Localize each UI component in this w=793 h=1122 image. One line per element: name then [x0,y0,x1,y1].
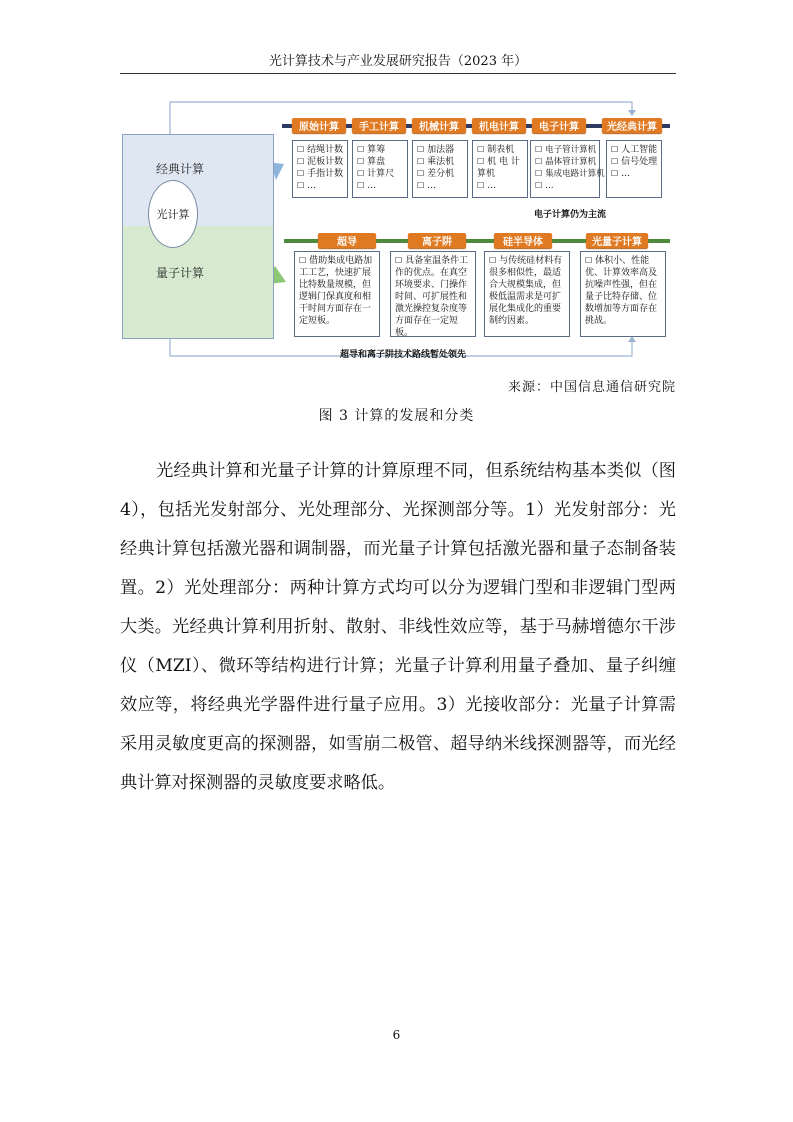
tag-electronic-computing: 电子计算 [532,118,586,133]
list-item: ☐ 电子管计算机 [535,144,595,156]
tag-optical-classical-computing: 光经典计算 [602,118,662,133]
tag-electromechanical-computing: 机电计算 [472,118,526,133]
card-silicon-semiconductor [484,251,570,337]
tag-superconducting: 超导 [318,233,376,248]
body-paragraph [120,452,676,803]
quantum-computing-label: 量子计算 [156,266,205,280]
card-ion-trap [390,251,476,337]
list-item: ☐ 人工智能 [611,144,657,156]
body-paragraph-text: 光经典计算和光量子计算的计算原理不同，但系统结构基本类似（图 4），包括光发射部分、光处理部分、光探测部分等。1）光发射部分：光经典计算包括激光器和调制器，而光量子计算包括激光器和量子态制备装置。2）光处理部分：两种计算方式均可以分为逻辑门型和非逻辑门型两大类。光经典计算利用折射、散射、非线性效应等，基于马赫增德尔干涉仪（MZI）、微环等结构进行计算；光量子计算利用量子叠加、量子纠缠效应等，将经典光学器件进行量子应用。3）光接收部分：光量子计算需采用灵敏度更高的探测器，如雪崩二极管、超导纳米线探测器等，而光经典计算对探测器的灵敏度要求略低。 [120,461,676,793]
list-item: ☐ … [357,180,403,192]
quantum-computing-box [122,226,274,339]
tag-manual-computing: 手工计算 [352,118,406,133]
list-item: ☐ 算筹 [357,144,403,156]
optical-computing-ellipse [148,180,198,248]
list-item: ☐ 结绳计数 [297,144,343,156]
list-item: ☐ … [417,180,463,192]
list-item: ☐ … [611,168,657,180]
list-item: ☐ 算盘 [357,156,403,168]
optical-computing-label: 光计算 [156,208,190,221]
card-text: ☐ 借助集成电路加工工艺，快速扩展比特数量规模，但逻辑门保真度和相干时间方面存在一定短板。 [299,255,375,327]
list-item: ☐ 信号处理 [611,156,657,168]
list-item: ☐ 泥板计数 [297,156,343,168]
card-primitive-computing [292,140,348,198]
card-text: ☐ 体积小、性能优、计算效率高及抗噪声性强，但在量子比特存储、位数增加等方面存在挑战。 [585,255,661,327]
list-item: ☐ 差分机 [417,168,463,180]
list-item: ☐ 制表机 [477,144,523,156]
card-superconducting [294,251,380,337]
tag-mechanical-computing: 机械计算 [412,118,466,133]
tag-photonic-quantum-computing: 光量子计算 [586,233,648,248]
list-item: ☐ … [535,180,595,192]
card-photonic-quantum-computing [580,251,666,337]
list-item: ☐ 手指计数 [297,168,343,180]
header-rule [120,73,676,74]
list-item: ☐ … [477,180,523,192]
tag-ion-trap: 离子阱 [408,233,466,248]
card-optical-classical-computing [606,140,662,198]
card-mechanical-computing [412,140,468,198]
bottom-row-note: 超导和离子阱技术路线暂处领先 [340,350,467,360]
list-item: ☐ 加法器 [417,144,463,156]
tag-primitive-computing: 原始计算 [292,118,346,133]
figure-source: 来源：中国信息通信研究院 [507,380,676,395]
list-item: ☐ 计算尺 [357,168,403,180]
card-manual-computing [352,140,408,198]
page-number: 6 [392,1028,401,1042]
card-text: ☐ 具备室温条件工作的优点。在真空环境要求、门操作时间、可扩展性和激光操控复杂度等方面存在一定短板。 [395,255,471,339]
tag-silicon-semiconductor: 硅半导体 [494,233,552,248]
card-text: ☐ 与传统硅材料有很多相似性，最适合大规模集成，但极低温需求是可扩展化集成化的重要制约因素。 [489,255,565,327]
card-electronic-computing [530,140,605,198]
list-item: ☐ 集成电路计算机 [535,168,595,180]
list-item: ☐ … [297,180,343,192]
classical-computing-label: 经典计算 [156,162,205,176]
figure-caption: 图 3 计算的发展和分类 [318,408,475,424]
list-item: ☐ 机 电 计 算机 [477,156,523,180]
figure-computing-classification [118,98,678,368]
list-item: ☐ 乘法机 [417,156,463,168]
top-row-note: 电子计算仍为主流 [534,210,607,220]
page-header: 光计算技术与产业发展研究报告（2023 年） [268,54,528,69]
list-item: ☐ 晶体管计算机 [535,156,595,168]
classical-computing-box [122,134,274,227]
card-electromechanical-computing [472,140,528,198]
top-connector-arrowhead [628,110,636,116]
